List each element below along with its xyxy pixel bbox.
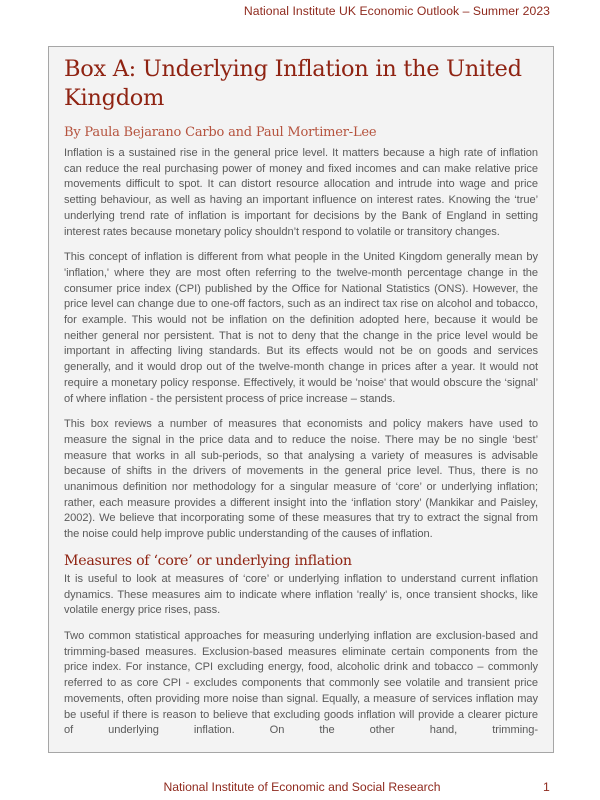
paragraph-intro: Inflation is a sustained rise in the general price level. It matters because a high rate of inflation can reduce the real purchasing power of money and fixed incomes and can make relative price movements difficult to spot. It can distort resource allocation and intrude into wage and price setting behaviour, as well as having an important influence on interest rates. Knowing the ‘true’ underlying trend rate of inflation is important for decisions by the Bank of England in setting interest rates because monetary policy shouldn’t respond to volatile or transitory changes. (64, 147, 538, 238)
paragraph-concept: This concept of inflation is different from what people in the United Kingdom generally mean by 'inflation,' where they are most often referring to the twelve-month percentage change in the consumer price index (CPI) published by the Office for National Statistics (ONS). However, the price level can change due to one-off factors, such as an indirect tax rise on alcohol and tobacco, for example. This would not be inflation on the definition adopted here, because it would be neither general nor persistent. That is not to deny that the change in the price level would be important in affecting living standards. But its effects would not be on goods and services generally, and it would drop out of the twelve-month change in prices after a year. It would not require a monetary policy response. Effectively, it would be 'noise' that would obscure the ‘signal’ of where inflation - the persistent process of price increase – stands. (64, 251, 538, 405)
box-a-panel (48, 46, 554, 753)
page-number: 1 (543, 780, 550, 794)
running-header: National Institute UK Economic Outlook – Summer 2023 (243, 4, 550, 18)
box-title: Box A: Underlying Inflation in the United Kingdom (64, 56, 522, 111)
paragraph-review: This box reviews a number of measures that economists and policy makers have used to measure the signal in the price data and to reduce the noise. There may be no single ‘best’ measure that works in all sub-periods, so that analysing a variety of measures is advisable because of shifts in the drivers of movements in the general price level. Thus, there is no unanimous definition nor methodology for a singular measure of ‘core’ or underlying inflation; rather, each measure provides a different insight into the ‘inflation story’ (Mankikar and Paisley, 2002). We believe that incorporating some of these measures that try to extract the signal from the noise could help improve public understanding of the causes of inflation. (64, 418, 538, 541)
footer-organization: National Institute of Economic and Social Research (163, 780, 441, 794)
paragraph-approaches: Two common statistical approaches for measuring underlying inflation are exclusion-based and trimming-based measures. Exclusion-based measures eliminate certain components from the price index. For instance, CPI excluding energy, food, alcoholic drink and tobacco – commonly referred to as core CPI - excludes components that commonly see volatile and transient price movements, often providing more noise than signal. Equally, a measure of services inflation may be useful if there is reason to believe that excluding goods inflation will provide a clearer picture of underlying inflation. On the other hand, trimming- (64, 629, 538, 737)
byline: By Paula Bejarano Carbo and Paul Mortimer-Lee (64, 125, 377, 140)
paragraph-core-usefulness: It is useful to look at measures of ‘core’ or underlying inflation to understand current inflation dynamics. These measures aim to indicate where inflation 'really' is, once transient shocks, like volatile energy price rises, pass. (64, 572, 538, 617)
section-heading: Measures of ‘core’ or underlying inflation (64, 552, 352, 569)
